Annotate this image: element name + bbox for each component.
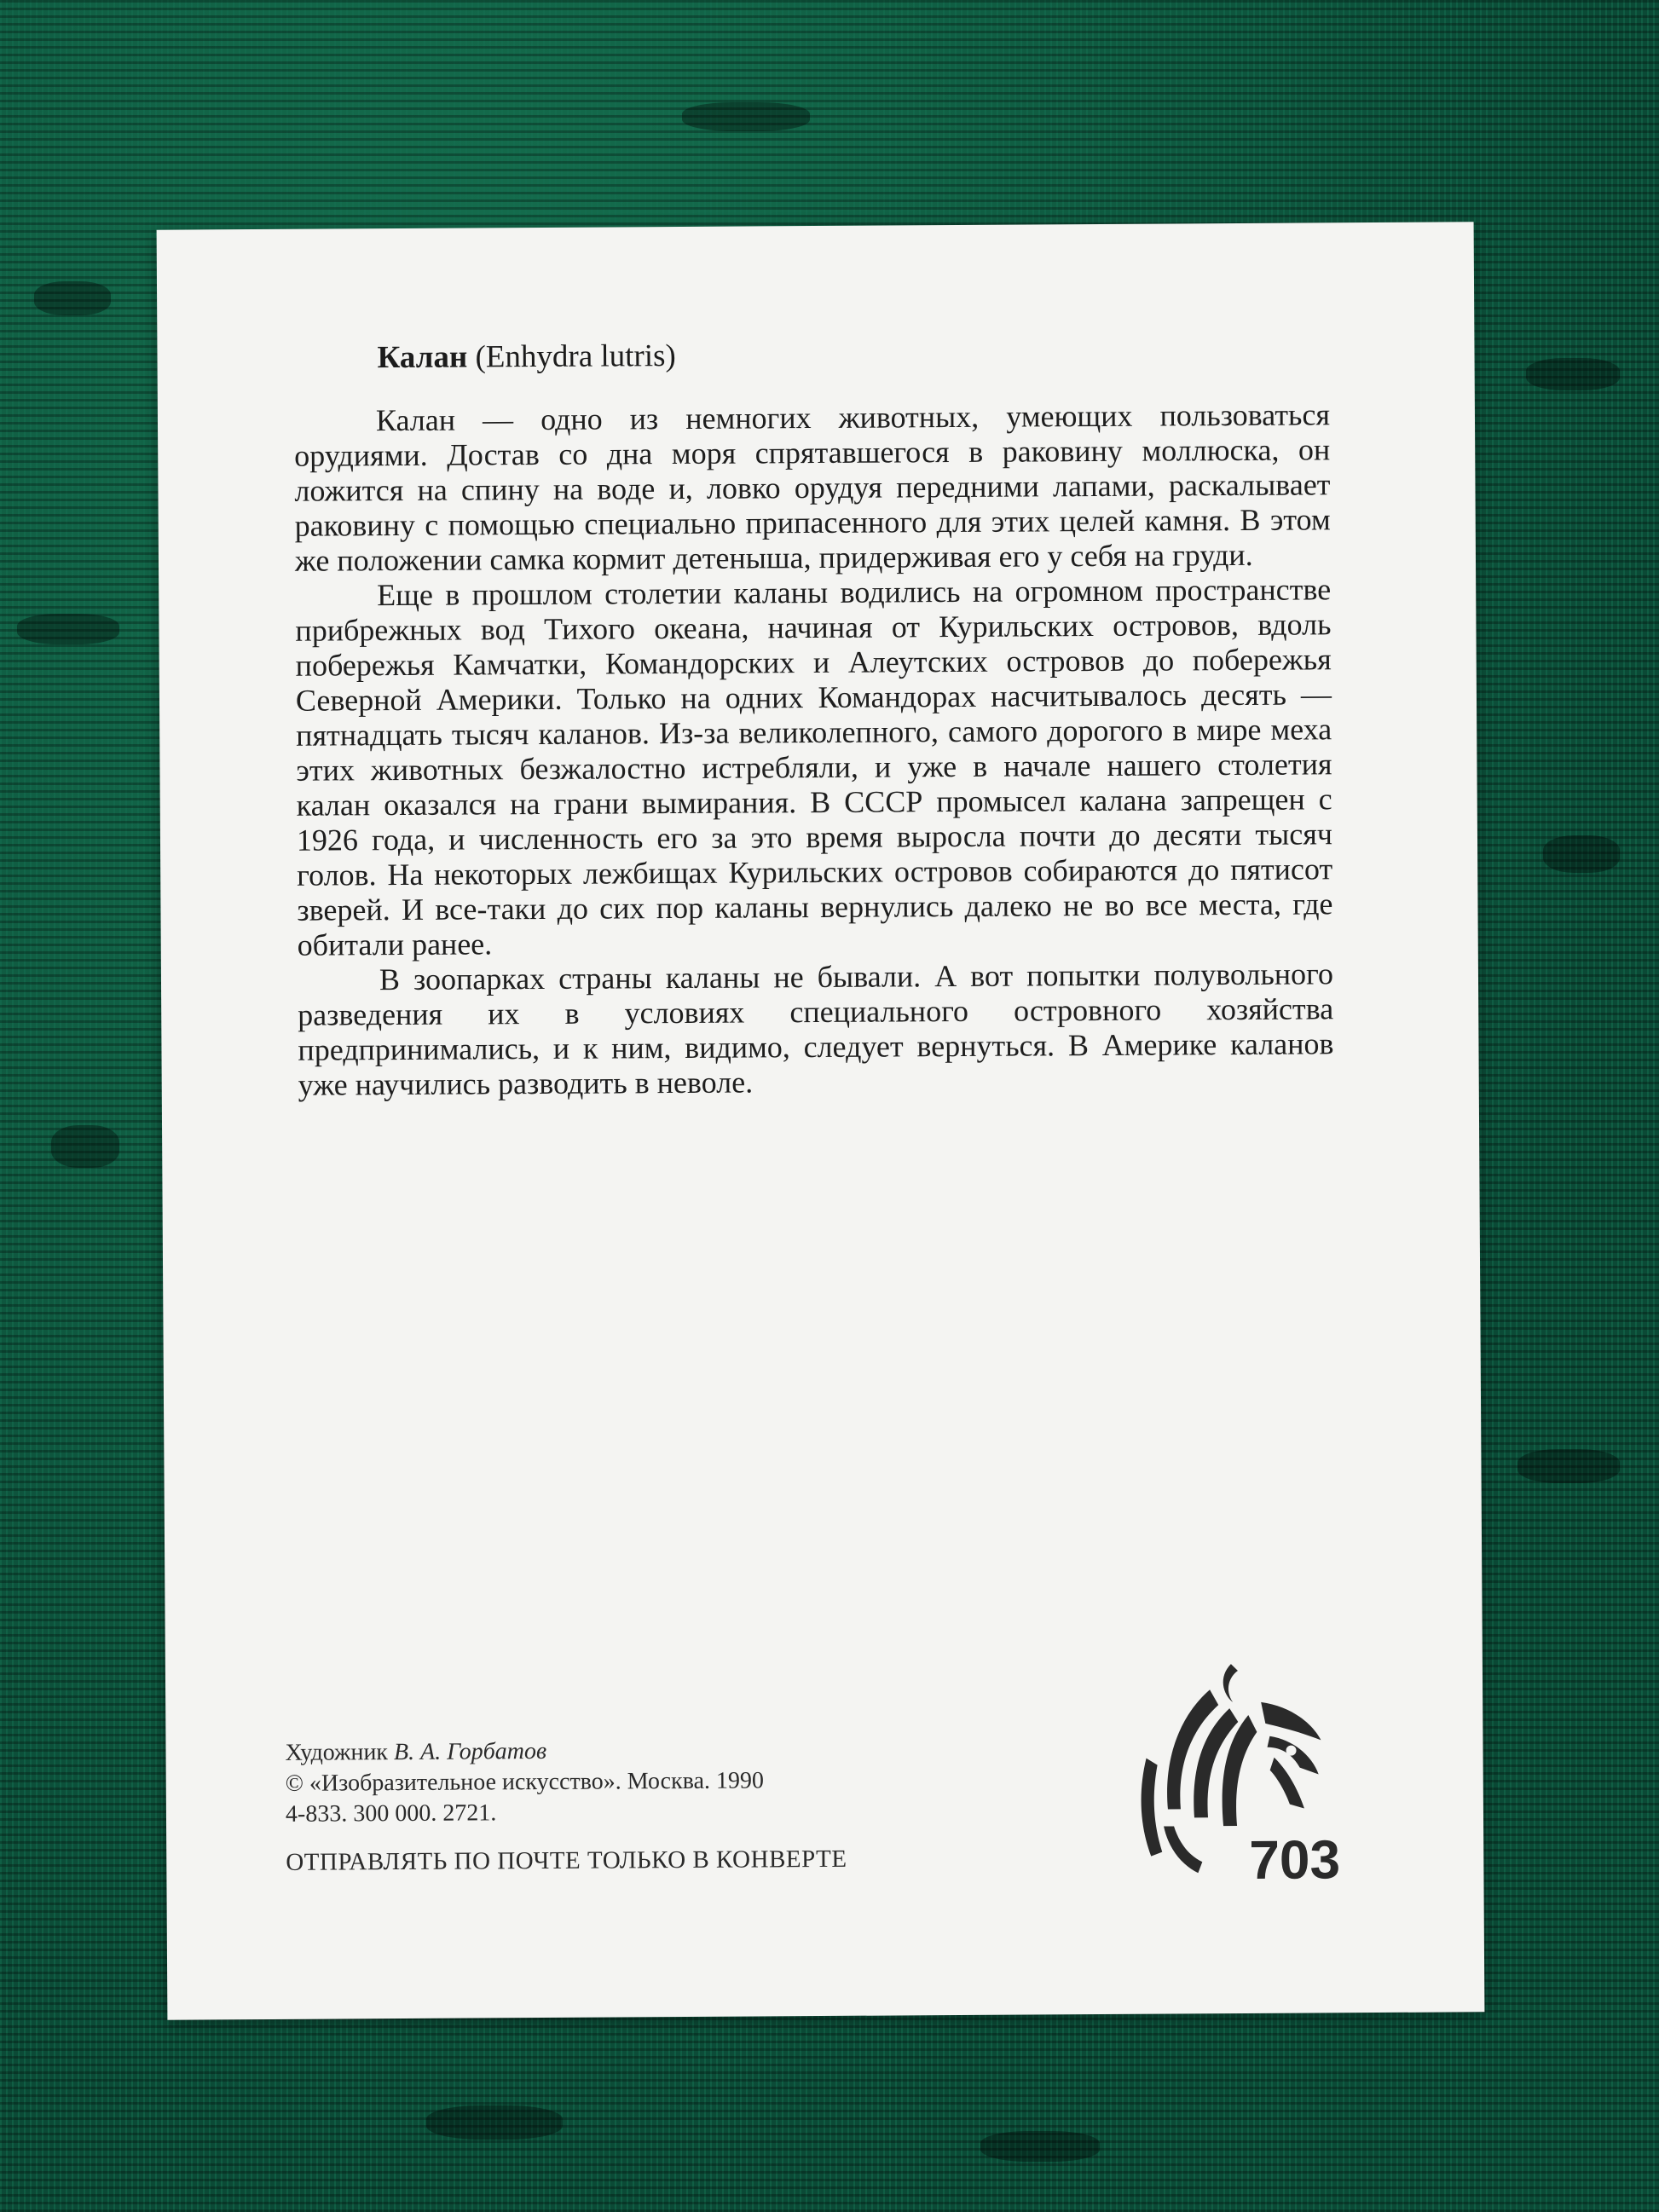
artist-line: [285, 1735, 763, 1768]
paragraph: Еще в прошлом столетии каланы водились на огромном пространстве прибрежных вод Тихого океана, начиная от Курильских островов, вдоль побережья Камчатки, Командорских и Алеутских островов до побережья Северной Америки. Только на одних Командорах насчитывалось десять — пятнадцать тысяч каланов. Из-за великолепного, самого дорогого в мире меха этих животных безжалостно истребляли, и уже в начале нашего столетия калан оказался на грани вымирания. В СССР промысел калана запрещен с 1926 года, и численность его за это время выросла почти до десяти тысяч голов. На некоторых лежбищах Курильских островов собираются до пятисот зверей. И все-таки до сих пор каланы вернулись далеко не во все места, где обитали ранее.: [295, 572, 1333, 962]
paragraph: Калан — одно из немногих животных, умеющих пользоваться орудиями. Достав со дна моря спрятавшегося в раковину моллюска, он ложится на спину на воде и, ловко орудуя передними лапами, раскалывает раковину с помощью специально припасенного для этих целей камня. В этом же положении самка кормит детеныша, придерживая его у себя на груди.: [294, 397, 1331, 578]
artist-name: В. А. Горбатов: [393, 1737, 547, 1766]
copyright-line: © «Изобразительное искусство». Москва. 1990: [285, 1767, 765, 1797]
artist-label: Художник: [285, 1739, 389, 1766]
postcard-back: [157, 222, 1485, 2019]
title-latin: (Enhydra lutris): [475, 338, 676, 375]
title-russian: Калан: [377, 339, 468, 376]
paragraph: В зоопарках страны каланы не бывали. А вот попытки полувольного разведения их в условиях специального островного хозяйства предпринимались, и к ним, видимо, следует вернуться. В Америке каланов уже научились разводить в неволе.: [298, 956, 1334, 1102]
publisher-credits: [285, 1735, 764, 1829]
print-code: 4-833. 300 000. 2721.: [285, 1799, 497, 1828]
zebra-logo: [1129, 1655, 1352, 1886]
description-text: [294, 397, 1334, 1102]
mail-note: ОТПРАВЛЯТЬ ПО ПОЧТЕ ТОЛЬКО В КОНВЕРТЕ: [286, 1845, 847, 1876]
logo-number: 703: [1249, 1828, 1341, 1886]
zebra-head-icon: [1129, 1655, 1352, 1886]
card-title: [377, 338, 676, 376]
